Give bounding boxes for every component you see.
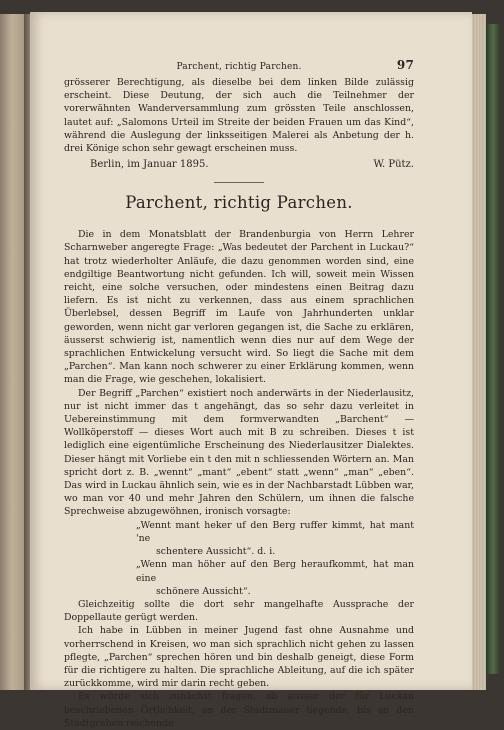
running-head-title: Parchent, richtig Parchen.: [176, 62, 302, 72]
quote-line-2-cont: schönere Aussicht“.: [156, 585, 251, 597]
article-paragraph-1: Die in dem Monatsblatt der Brandenburgia von Herrn Lehrer Scharnweber angeregte Frage: „Was bedeutet der Parchent in Luckau?“ hat trotz wiederholter Anläufe, die dazu genommen worden sind, eine endgiltige Beantwortung nicht gefunden. Ich will, soweit mein Wissen reicht, eine solche versuchen, oder mindestens einen Beitrag dazu liefern. Es ist nicht zu verkennen, dass aus einem sprachlichen Überlebsel, dessen Begriff im Laufe von Jahrhunderten unklar geworden, wenn nicht gar verloren gegangen ist, die Sache zu erklären, äusserst schwierig ist, namentlich wenn dies nur auf dem Wege der sprachlichen Entwickelung versucht wird. So liegt die Sache mit dem „Parchen“. Man kann noch schwerer zu einer Erklärung kommen, wenn man die Frage, wie geschehen, lokalisiert.: [64, 229, 414, 386]
article-paragraph-4: Ich habe in Lübben in meiner Jugend fast ohne Ausnahme und vorherrschend in Kreisen, wo man sich sprachlich nicht gehen zu lassen pflegte, „Parchen“ sprechen hören und bin deshalb geneigt, diese Form für die richtigere zu halten. Die sprachliche Ableitung, auf die ich später zurückkomme, wird mir darin recht geben.: [64, 625, 414, 690]
quote-line-2: „Wenn man höher auf den Berg heraufkommt, hat man eine: [136, 559, 414, 584]
quote-line-1: „Wennt mant heker uf den Berg ruffer kimmt, hat mant 'ne: [136, 519, 414, 544]
article-paragraph-2: Der Begriff „Parchen“ existiert noch anderwärts in der Niederlausitz, nur ist nicht immer das t angehängt, das so sehr dazu verleitet in Uebereinstimmung mit dem formverwandten „Barchent“ — Wollköperstoff — dieses Wort auch mit B zu schreiben. Dieses t ist lediglich eine eigentümliche Erscheinung des Niederlausitzer Dialektes. Dieser hängt mit Vorliebe ein t den mit n schliessenden Wörtern an. Man spricht dort z. B. „wennt“ „mant“ „ebent“ statt „wenn“ „man“ „eben“. Das wird in Luckau ähnlich sein, wie es in der Nachbarstadt Lübben war, wo man vor 40 und mehr Jahren den Schülern, um ihnen die falsche Sprechweise abzugewöhnen, ironisch vorsagte:: [64, 387, 414, 518]
page-number: 97: [396, 58, 414, 72]
article-title: Parchent, richtig Parchen.: [125, 193, 353, 213]
prev-article-paragraph: grösserer Berechtigung, als dieselbe bei dem linken Bilde zulässig erscheint. Diese Deutung, der sich auch die Teilnehmer der vorerwähnten Wanderversammlung zum grössten Teile anschlossen, lautet auf: „Salomons Urteil im Streite der beiden Frauen um das Kind“, während die Auslegung der linksseitigen Malerei als Anbetung der h. drei Könige schon sehr gewagt erscheinen muss.: [64, 77, 414, 155]
quote-line-1-cont: schentere Aussicht“. d. i.: [156, 546, 276, 558]
article-paragraph-5: Es würde sich zunächst fragen, ob ausser der für Luckau beschriebenen Örtlichkeit, an der Stadtmauer liegende, bis an den Stadtgraben reichende: [64, 691, 414, 729]
left-page-edge: [0, 14, 25, 690]
page-content: [64, 58, 414, 730]
running-head: [64, 58, 414, 76]
page-stack-edge: [472, 14, 486, 690]
signature-line: [64, 159, 414, 170]
book-cover-edge: [486, 24, 500, 674]
section-divider: [214, 182, 264, 183]
author: W. Pütz.: [373, 159, 414, 171]
place-date: Berlin, im Januar 1895.: [90, 159, 209, 171]
article-paragraph-3: Gleichzeitig sollte die dort sehr mangelhafte Aussprache der Doppellaute gerügt werden.: [64, 598, 414, 624]
